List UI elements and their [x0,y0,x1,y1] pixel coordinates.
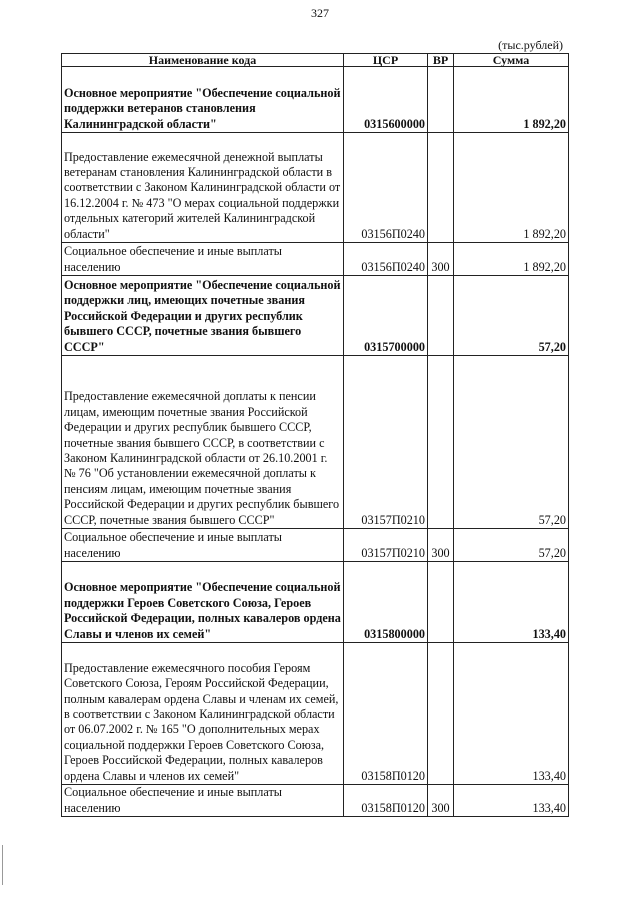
table-row [62,529,569,562]
row-vr [428,133,454,243]
header-csr: ЦСР [344,54,428,67]
row-csr: 03156П0240 [344,243,428,276]
page-number: 327 [311,6,329,20]
row-vr [428,562,454,643]
table-row [62,243,569,276]
row-sum: 1 892,20 [454,243,569,276]
header-name: Наименование кода [62,54,344,67]
row-vr: 300 [428,785,454,817]
row-csr: 03158П0120 [344,643,428,785]
row-sum: 57,20 [454,276,569,356]
row-vr: 300 [428,529,454,562]
table-row [62,643,569,785]
row-name: Основное мероприятие "Обеспечение социальной поддержки ветеранов становления Калининградской области" [62,67,344,133]
row-sum: 57,20 [454,356,569,529]
row-name: Предоставление ежемесячного пособия Героям Советского Союза, Героям Российской Федерации, полным кавалерам ордена Славы и членам их семей, в соответствии с Законом Калининградской области от 06.07.2002 г. № 165 "О дополнительных мерах социальной поддержки Героев Советского Союза, Героев Российской Федерации, полных кавалеров ордена Славы и членов их семей" [62,643,344,785]
table-row [62,356,569,529]
units-label: (тыс.рублей) [498,38,563,52]
budget-table [61,53,569,817]
table-row [62,785,569,817]
header-sum: Сумма [454,54,569,67]
table-header-row [62,54,569,67]
row-sum: 133,40 [454,562,569,643]
table-row [62,67,569,133]
row-sum: 57,20 [454,529,569,562]
row-csr: 03157П0210 [344,356,428,529]
row-name: Основное мероприятие "Обеспечение социальной поддержки лиц, имеющих почетные звания Российской Федерации и других республик бывшего СССР, почетные звания бывшего СССР" [62,276,344,356]
row-vr [428,643,454,785]
row-sum: 133,40 [454,643,569,785]
row-name: Предоставление ежемесячной денежной выплаты ветеранам становления Калининградской области в соответствии с Законом Калининградской области от 16.12.2004 г. № 473 "О мерах социальной поддержки отдельных категорий жителей Калининградской области" [62,133,344,243]
row-csr: 0315600000 [344,67,428,133]
row-csr: 0315700000 [344,276,428,356]
table-row [62,276,569,356]
row-vr: 300 [428,243,454,276]
row-name: Социальное обеспечение и иные выплаты населению [62,785,344,817]
row-sum: 133,40 [454,785,569,817]
row-csr: 0315800000 [344,562,428,643]
row-sum: 1 892,20 [454,67,569,133]
table-row [62,562,569,643]
row-vr [428,67,454,133]
row-sum: 1 892,20 [454,133,569,243]
row-csr: 03156П0240 [344,133,428,243]
row-csr: 03158П0120 [344,785,428,817]
row-name: Социальное обеспечение и иные выплаты населению [62,243,344,276]
scan-edge-mark [2,845,3,885]
table-row [62,133,569,243]
row-vr [428,356,454,529]
row-csr: 03157П0210 [344,529,428,562]
row-vr [428,276,454,356]
row-name: Предоставление ежемесячной доплаты к пенсии лицам, имеющим почетные звания Российской Федерации и других республик бывшего СССР, почетные звания бывшего СССР, в соответствии с Законом Калининградской области от 26.10.2001 г. № 76 "Об установлении ежемесячной доплаты к пенсиям лицам, имеющим почетные звания Российской Федерации и других республик бывшего СССР, почетные звания бывшего СССР" [62,356,344,529]
header-vr: ВР [428,54,454,67]
row-name: Основное мероприятие "Обеспечение социальной поддержки Героев Советского Союза, Героев Российской Федерации, полных кавалеров ордена Славы и членов их семей" [62,562,344,643]
row-name: Социальное обеспечение и иные выплаты населению [62,529,344,562]
